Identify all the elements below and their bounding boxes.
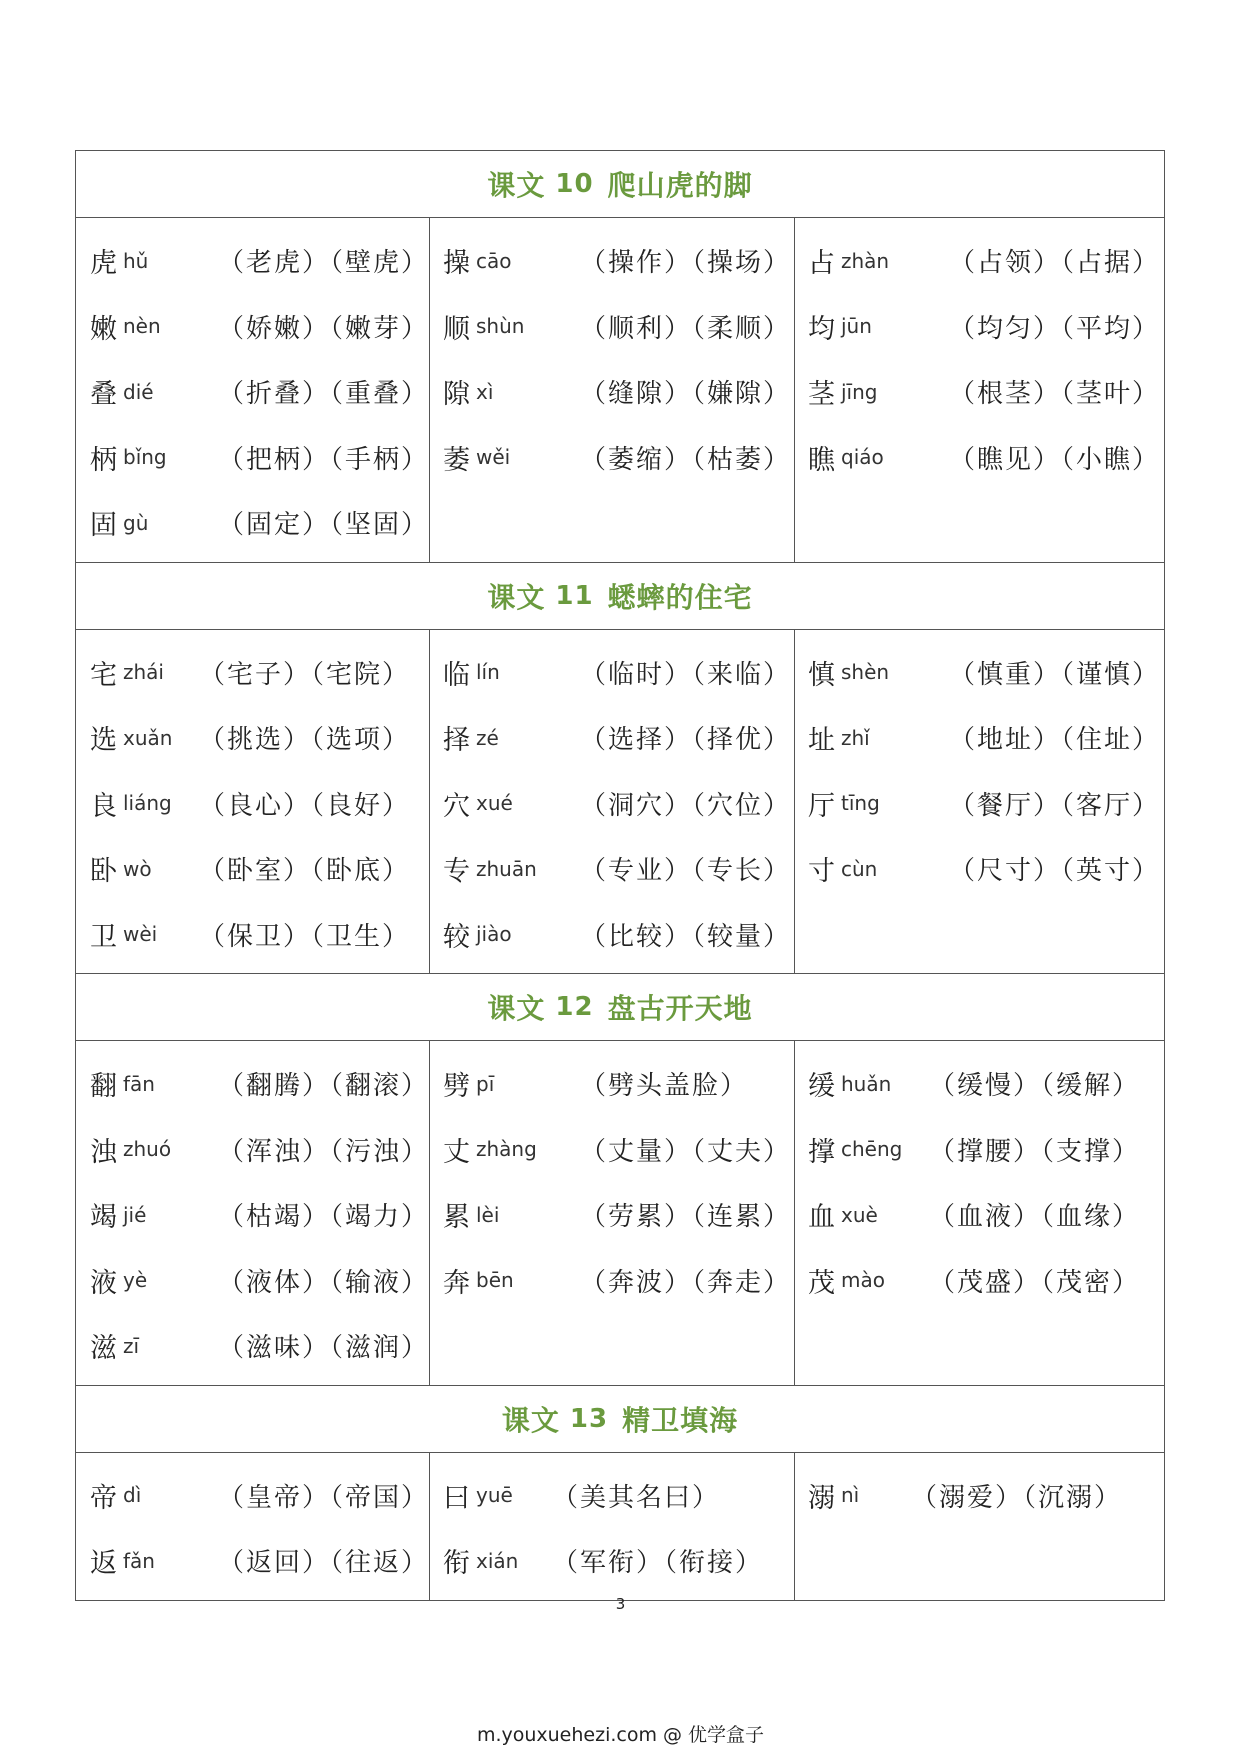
character: 均 [808,313,835,345]
vocab-entry [808,425,1164,491]
vocab-entry [808,228,1164,294]
character: 帝 [90,1482,117,1514]
character: 瞧 [808,444,835,476]
example-words: （缝隙）（嫌隙） [580,379,792,410]
example-words: （劈头盖脸） [580,1071,749,1102]
character: 固 [90,510,117,542]
pinyin: liáng [123,791,172,816]
lesson-body-10 [76,218,1164,563]
vocab-entry [90,902,429,968]
example-words: （浑浊）（污浊） [217,1136,429,1167]
lesson-number: 13 [569,1403,609,1434]
character: 良 [90,790,117,822]
vocab-entry [443,902,794,968]
character: 隙 [443,379,470,411]
example-words: （良心）（良好） [199,790,411,821]
character: 丈 [443,1136,470,1168]
vocab-entry [808,359,1164,425]
vocab-entry [808,836,1164,902]
vocabulary-table [75,150,1165,1601]
pinyin: wò [123,856,152,881]
pinyin: shèn [841,660,890,685]
vocab-entry [90,359,429,425]
character: 叠 [90,379,117,411]
vocab-entry [443,705,794,771]
pinyin: zhái [123,660,164,685]
pinyin: xuè [841,1202,878,1227]
example-words: （血液）（血缘） [929,1202,1141,1233]
vocab-entry [90,1117,429,1183]
example-words: （返回）（往返） [217,1548,429,1579]
example-words: （尺寸）（英寸） [949,856,1161,887]
vocab-entry [443,771,794,837]
vocab-entry [90,1248,429,1314]
vocab-entry [443,294,794,360]
pinyin: zhuān [476,856,537,881]
example-words: （美其名曰） [552,1482,721,1513]
lesson-label: 课文 [487,580,546,614]
vocab-entry [808,771,1164,837]
vocab-entry [90,1313,429,1379]
pinyin: zī [123,1333,140,1358]
example-words: （折叠）（重叠） [217,379,429,410]
pinyin: wěi [476,445,511,470]
example-words: （老虎）（壁虎） [217,248,429,279]
character: 滋 [90,1333,117,1365]
character: 竭 [90,1202,117,1234]
vocab-entry [90,425,429,491]
lesson-header-12 [76,974,1164,1041]
pinyin: gù [123,510,149,535]
lesson-header-10 [76,151,1164,218]
character: 占 [808,248,835,280]
example-words: （餐厅）（客厅） [949,790,1161,821]
vocab-entry [443,1248,794,1314]
vocab-entry [808,1463,1164,1529]
vocab-entry [90,1528,429,1594]
character: 临 [443,659,470,691]
page-number: 3 [615,1595,626,1613]
example-words: （选择）（择优） [580,725,792,756]
lesson-body-11 [76,630,1164,975]
example-words: （娇嫩）（嫩芽） [217,313,429,344]
example-words: （专业）（专长） [580,856,792,887]
pinyin: yuē [476,1483,513,1508]
pinyin: jié [123,1202,147,1227]
example-words: （液体）（输液） [217,1267,429,1298]
pinyin: jīng [841,379,878,404]
character: 较 [443,921,470,953]
lesson-label: 课文 [487,992,546,1025]
pinyin: bēn [476,1268,514,1293]
example-words: （挑选）（选项） [199,725,411,756]
character: 曰 [443,1482,470,1514]
vocab-entry [90,1463,429,1529]
lesson-header-11 [76,563,1164,630]
lesson-number: 12 [555,992,594,1022]
example-words: （洞穴）（穴位） [580,790,792,821]
pinyin: lín [476,660,500,685]
word-column [429,218,794,562]
pinyin: xì [476,379,494,404]
word-column [794,630,1164,974]
example-words: （撑腰）（支撑） [929,1136,1141,1167]
example-words: （军衔）（衔接） [552,1548,764,1579]
vocab-entry [90,1051,429,1117]
example-words: （宅子）（宅院） [199,659,411,690]
pinyin: fǎn [123,1548,155,1573]
pinyin: zhuó [123,1137,172,1162]
pinyin: nì [841,1483,860,1508]
word-column [429,630,794,974]
character: 衔 [443,1548,470,1580]
lesson-label: 课文 [501,1403,560,1437]
pinyin: xuǎn [123,725,173,750]
example-words: （翻腾）（翻滚） [217,1071,429,1102]
character: 址 [808,725,835,757]
example-words: （操作）（操场） [580,248,792,279]
pinyin: jiào [476,922,512,947]
pinyin: pī [476,1071,495,1096]
vocab-entry [443,1051,794,1117]
word-column [76,218,429,562]
pinyin: bǐng [123,445,167,470]
lesson-header-13 [76,1386,1164,1453]
character: 萎 [443,444,470,476]
lesson-number: 11 [555,580,594,611]
example-words: （丈量）（丈夫） [580,1136,792,1167]
example-words: （顺利）（柔顺） [580,313,792,344]
word-column [76,630,429,974]
word-column [794,1453,1164,1600]
vocab-entry [90,705,429,771]
pinyin: huǎn [841,1071,892,1096]
pinyin: dié [123,379,154,404]
character: 慎 [808,659,835,691]
example-words: （根茎）（茎叶） [949,379,1161,410]
vocab-entry [808,1248,1164,1314]
word-column [429,1041,794,1385]
example-words: （茂盛）（茂密） [929,1267,1141,1298]
example-words: （卧室）（卧底） [199,856,411,887]
character: 顺 [443,313,470,345]
example-words: （地址）（住址） [949,725,1161,756]
pinyin: wèi [123,922,158,947]
example-words: （萎缩）（枯萎） [580,444,792,475]
word-column [76,1041,429,1385]
vocab-entry [443,1528,794,1594]
vocab-entry [443,836,794,902]
vocab-entry [443,228,794,294]
word-column [794,1041,1164,1385]
example-words: （枯竭）（竭力） [217,1202,429,1233]
character: 操 [443,248,470,280]
example-words: （奔波）（奔走） [580,1267,792,1298]
character: 血 [808,1202,835,1234]
example-words: （缓慢）（缓解） [929,1071,1141,1102]
character: 穴 [443,790,470,822]
pinyin: yè [123,1268,148,1293]
pinyin: zhǐ [841,725,870,750]
character: 择 [443,725,470,757]
character: 宅 [90,659,117,691]
vocab-entry [808,1117,1164,1183]
example-words: （比较）（较量） [580,921,792,952]
vocab-entry [808,705,1164,771]
character: 茎 [808,379,835,411]
vocab-entry [90,771,429,837]
example-words: （临时）（来临） [580,659,792,690]
lesson-body-12 [76,1041,1164,1386]
pinyin: cùn [841,856,878,881]
character: 液 [90,1267,117,1299]
character: 撑 [808,1136,835,1168]
vocab-entry [443,640,794,706]
character: 劈 [443,1071,470,1103]
vocab-entry [443,359,794,425]
pinyin: nèn [123,314,161,339]
character: 奔 [443,1267,470,1299]
character: 翻 [90,1071,117,1103]
lesson-title: 爬山虎的脚 [607,169,753,202]
character: 选 [90,725,117,757]
word-column [794,218,1164,562]
character: 缓 [808,1071,835,1103]
pinyin: tīng [841,791,880,816]
word-column [429,1453,794,1600]
example-words: （固定）（坚固） [217,510,429,541]
example-words: （占领）（占据） [949,248,1161,279]
pinyin: fān [123,1071,155,1096]
character: 溺 [808,1482,835,1514]
pinyin: chēng [841,1137,903,1162]
example-words: （把柄）（手柄） [217,444,429,475]
vocab-entry [443,1182,794,1248]
vocab-entry [808,294,1164,360]
lesson-title: 盘古开天地 [607,992,753,1025]
character: 茂 [808,1267,835,1299]
lesson-title: 蟋蟀的住宅 [607,580,753,614]
pinyin: mào [841,1268,885,1293]
pinyin: jūn [841,314,872,339]
vocab-entry [90,836,429,902]
pinyin: lèi [476,1202,500,1227]
lesson-title: 精卫填海 [622,1403,739,1437]
vocab-entry [808,1182,1164,1248]
footer-source: m.youxuehezi.com @ 优学盒子 [476,1724,765,1746]
example-words: （劳累）（连累） [580,1202,792,1233]
vocab-entry [90,640,429,706]
pinyin: hǔ [123,248,149,273]
vocab-entry [443,425,794,491]
character: 卧 [90,856,117,888]
pinyin: zhàn [841,248,890,273]
character: 浊 [90,1136,117,1168]
example-words: （皇帝）（帝国） [217,1482,429,1513]
example-words: （瞧见）（小瞧） [949,444,1161,475]
character: 寸 [808,856,835,888]
pinyin: xián [476,1548,519,1573]
example-words: （均匀）（平均） [949,313,1161,344]
pinyin: dì [123,1483,142,1508]
character: 虎 [90,248,117,280]
pinyin: shùn [476,314,525,339]
character: 卫 [90,921,117,953]
vocab-entry [808,1051,1164,1117]
lesson-label: 课文 [487,169,546,202]
character: 返 [90,1548,117,1580]
lesson-body-13 [76,1453,1164,1600]
word-column [76,1453,429,1600]
vocab-entry [443,1463,794,1529]
vocab-entry [808,640,1164,706]
pinyin: zé [476,725,499,750]
character: 柄 [90,444,117,476]
lesson-number: 10 [555,169,594,199]
vocab-entry [90,294,429,360]
character: 专 [443,856,470,888]
vocab-entry [90,1182,429,1248]
character: 厅 [808,790,835,822]
character: 嫩 [90,313,117,345]
example-words: （滋味）（滋润） [217,1333,429,1364]
vocab-entry [90,228,429,294]
vocab-entry [443,1117,794,1183]
example-words: （保卫）（卫生） [199,921,411,952]
vocab-entry [90,490,429,556]
pinyin: zhàng [476,1137,537,1162]
example-words: （慎重）（谨慎） [949,659,1161,690]
example-words: （溺爱）（沉溺） [911,1482,1123,1513]
pinyin: xué [476,791,513,816]
character: 累 [443,1202,470,1234]
pinyin: qiáo [841,445,884,470]
pinyin: cāo [476,248,512,273]
